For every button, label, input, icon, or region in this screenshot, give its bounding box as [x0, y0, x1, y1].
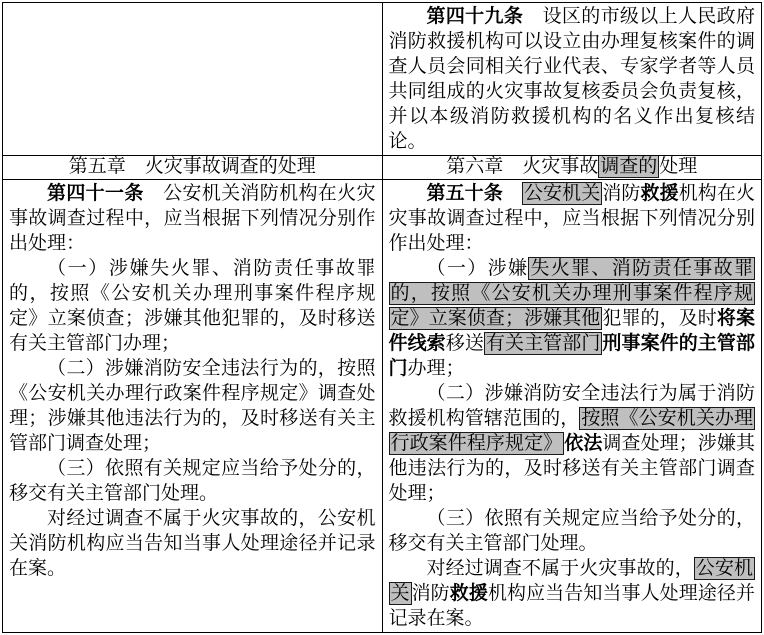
- paragraph: [389, 556, 756, 631]
- cell-new-article-50: [382, 180, 762, 633]
- cell-old-chapter-heading: [3, 156, 383, 180]
- paragraph: [389, 156, 756, 178]
- text-run: 消防: [602, 183, 641, 204]
- text-run: 移送: [445, 333, 484, 354]
- text-run: 对经过调查不属于火灾事故的，: [426, 558, 694, 579]
- cell-old-empty: [3, 3, 383, 156]
- comparison-table: [2, 2, 762, 633]
- text-run: 犯罪的，及时: [602, 308, 717, 329]
- paragraph: [9, 256, 376, 356]
- revision-highlight-run: 有关主管部门: [485, 333, 601, 354]
- paragraph: [389, 256, 756, 381]
- paragraph: [9, 356, 376, 456]
- text-run: 第五章 火灾事故调查的处理: [68, 156, 316, 177]
- text-run: 机构应当告知当事人处理途径并记录在案。: [388, 583, 755, 629]
- cell-new-article-49: [382, 3, 762, 156]
- table-row: [3, 156, 762, 180]
- text-run: 依法: [564, 433, 603, 454]
- text-run: 对经过调查不属于火灾事故的，公安机关消防机构应当告知当事人处理途径并记录在案。: [9, 508, 376, 579]
- paragraph: [389, 181, 756, 256]
- text-run: （三）依照有关规定应当给予处分的，移交有关主管部门处理。: [9, 458, 376, 504]
- paragraph: [9, 506, 376, 581]
- text-run: 第六章 火灾事故: [446, 156, 599, 177]
- cell-new-chapter-heading: [382, 156, 762, 180]
- paragraph: [9, 456, 376, 506]
- revision-highlight-run: 公安机关: [390, 558, 753, 604]
- text-run: （三）依照有关规定应当给予处分的，移交有关主管部门处理。: [388, 508, 755, 554]
- text-run: 第四十一条: [47, 183, 164, 204]
- text-run: 救援: [449, 583, 488, 604]
- text-run: 第五十条: [426, 183, 522, 204]
- text-run: （二）涉嫌消防安全违法行为属于消防救援机构管辖范围的，: [388, 383, 755, 429]
- text-run: 救援: [640, 183, 679, 204]
- revision-highlight-run: 按照《公安机关办理行政案件程序规定》: [390, 408, 753, 454]
- paragraph: [9, 156, 376, 178]
- text-run: 公安机关消防机构在火灾事故调查过程中，应当根据下列情况分别作出处理：: [9, 183, 376, 254]
- table-row: [3, 3, 762, 156]
- text-run: 第四十九条: [426, 6, 543, 27]
- paragraph: [389, 381, 756, 506]
- text-run: 处理: [659, 156, 698, 177]
- text-run: （一）涉嫌: [426, 258, 529, 279]
- table-row: [3, 180, 762, 633]
- revision-highlight-run: 调查的: [600, 156, 658, 177]
- text-run: 调查处理；涉嫌其他违法行为的，及时移送有关主管部门调查处理；: [388, 433, 755, 504]
- cell-old-article-41: [3, 180, 383, 633]
- text-run: （一）涉嫌失火罪、消防责任事故罪的，按照《公安机关办理刑事案件程序规定》立案侦查；涉嫌其他犯罪的，及时移送有关主管部门办理；: [9, 258, 376, 354]
- text-run: 设区的市级以上人民政府消防救援机构可以设立由办理复核案件的调查人员会同相关行业代表、专家学者等人员共同组成的火灾事故复核委员会负责复核，并以本级消防救援机构的名义作出复核结论。: [388, 6, 755, 152]
- paragraph: [389, 506, 756, 556]
- text-run: 办理；: [407, 358, 465, 379]
- revision-highlight-run: 公安机关: [523, 183, 601, 204]
- paragraph: [389, 4, 756, 154]
- text-run: 将案件线索: [388, 308, 755, 354]
- revision-highlight-run: 失火罪、消防责任事故罪的，按照《公安机关办理刑事案件程序规定》立案侦查；涉嫌其他: [390, 258, 753, 329]
- paragraph: [9, 181, 376, 256]
- text-run: （二）涉嫌消防安全违法行为的，按照《公安机关办理行政案件程序规定》调查处理；涉嫌其他违法行为的，及时移送有关主管部门调查处理；: [9, 358, 376, 454]
- text-run: 机构在火灾事故调查过程中，应当根据下列情况分别作出处理：: [388, 183, 755, 254]
- text-run: 消防: [411, 583, 450, 604]
- text-run: 刑事案件的主管部门: [388, 333, 755, 379]
